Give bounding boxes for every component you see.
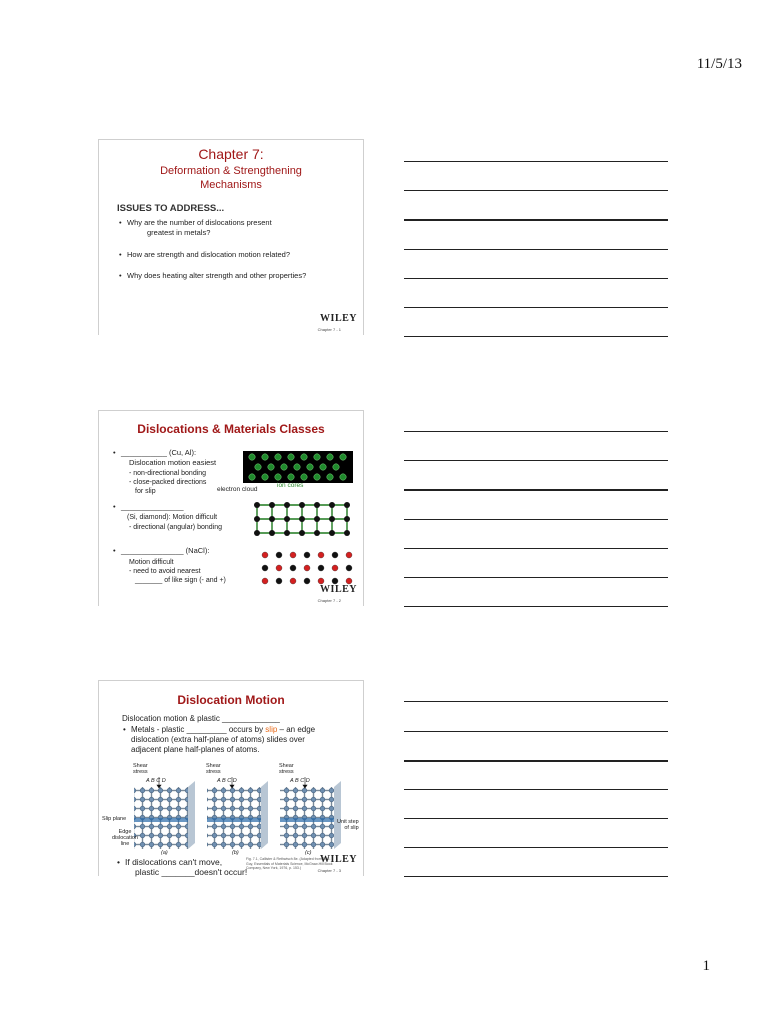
figure-caption: Fig. 7.1, Callister & Rethwisch 8e. (Adapted from A. G. Guy, Essentials of Materials Science, McGraw-Hill Book Company, New York, 1976, p. 153.) bbox=[246, 857, 333, 870]
slide-footer: Chapter 7 - 2 bbox=[317, 598, 341, 603]
note-line bbox=[404, 190, 668, 191]
note-line bbox=[404, 818, 668, 819]
unit-step-label: Unit step of slip bbox=[337, 819, 359, 831]
issues-heading: ISSUES TO ADDRESS... bbox=[117, 203, 225, 214]
covalent-item: • _______________ (Si, diamond): Motion difficult bbox=[113, 502, 218, 521]
wiley-logo: WILEY bbox=[320, 854, 357, 865]
slide-2-title: Dislocations & Materials Classes bbox=[137, 422, 325, 436]
slide-1 bbox=[98, 139, 364, 335]
covalent-details: - directional (angular) bonding bbox=[129, 524, 222, 531]
abcd-label-c: A B C D bbox=[290, 778, 310, 784]
note-line bbox=[404, 548, 668, 549]
note-line bbox=[404, 701, 668, 702]
slide-footer: Chapter 7 - 3 bbox=[317, 868, 341, 873]
shear-stress-label-c: Shear stress bbox=[279, 763, 294, 775]
ionic-item: • _______________ (NaCl): bbox=[113, 546, 210, 555]
ion-cores-label: ion cores bbox=[277, 482, 304, 489]
edge-dislocation-label: Edge dislocation line bbox=[112, 829, 138, 847]
note-line bbox=[404, 489, 668, 491]
slide-1-title: Chapter 7: bbox=[198, 146, 264, 162]
note-line bbox=[404, 249, 668, 250]
slide-3-title: Dislocation Motion bbox=[177, 693, 285, 707]
note-line bbox=[404, 278, 668, 279]
note-line bbox=[404, 847, 668, 848]
note-line bbox=[404, 460, 668, 461]
issue-bullet-1: • Why are the number of dislocations present greatest in metals? bbox=[119, 218, 272, 237]
note-line bbox=[404, 731, 668, 732]
slide-3 bbox=[98, 680, 364, 876]
fig-label-c: (c) bbox=[305, 850, 312, 856]
shear-stress-label-a: Shear stress bbox=[133, 763, 148, 775]
note-line bbox=[404, 161, 668, 162]
ionic-details: Motion difficult - need to avoid nearest _______ of like sign (- and +) bbox=[129, 559, 226, 584]
note-line bbox=[404, 577, 668, 578]
issue-bullet-3: • Why does heating alter strength and other properties? bbox=[119, 271, 307, 280]
edge-dislocation-figure bbox=[129, 777, 359, 855]
ionic-bond-figure bbox=[259, 549, 355, 589]
note-line bbox=[404, 789, 668, 790]
fig-label-b: (b) bbox=[232, 850, 239, 856]
shear-stress-label-b: Shear stress bbox=[206, 763, 221, 775]
slide-1-subtitle-2: Mechanisms bbox=[200, 179, 262, 191]
fig-label-a: (a) bbox=[161, 850, 168, 856]
cant-move-bullet: • If dislocations can't move, plastic _______doesn't occur! bbox=[117, 857, 248, 877]
covalent-bond-figure bbox=[249, 499, 359, 539]
electron-cloud-label: electron cloud bbox=[217, 486, 258, 493]
dislocation-intro: Dislocation motion & plastic _____________ bbox=[122, 714, 280, 723]
page-number: 1 bbox=[702, 958, 710, 974]
note-line bbox=[404, 219, 668, 221]
note-line bbox=[404, 307, 668, 308]
note-line bbox=[404, 336, 668, 337]
metals-slip-bullet: • Metals - plastic _________ occurs by slip – an edge dislocation (extra half-plane of atoms) slides over adjacent plane half-planes of atoms. bbox=[123, 725, 316, 754]
wiley-logo: WILEY bbox=[320, 584, 357, 595]
abcd-label-a: A B C D bbox=[146, 778, 166, 784]
slide-1-subtitle-1: Deformation & Strengthening bbox=[160, 165, 302, 177]
note-line bbox=[404, 431, 668, 432]
abcd-label-b: A B C D bbox=[217, 778, 237, 784]
note-line bbox=[404, 876, 668, 877]
page-date: 11/5/13 bbox=[696, 56, 742, 72]
metallic-bond-figure bbox=[243, 451, 353, 485]
wiley-logo: WILEY bbox=[320, 313, 357, 324]
metals-details: - non-directional bonding - close-packed directions for slip bbox=[129, 470, 207, 495]
issue-bullet-2: • How are strength and dislocation motion related? bbox=[119, 250, 291, 259]
metals-item: • ___________ (Cu, Al): Dislocation motion easiest bbox=[113, 448, 217, 467]
slip-plane-label: Slip plane bbox=[102, 816, 127, 822]
slide-2 bbox=[98, 410, 364, 606]
slide-footer: Chapter 7 - 1 bbox=[317, 327, 341, 332]
note-line bbox=[404, 606, 668, 607]
note-line bbox=[404, 760, 668, 762]
note-line bbox=[404, 519, 668, 520]
